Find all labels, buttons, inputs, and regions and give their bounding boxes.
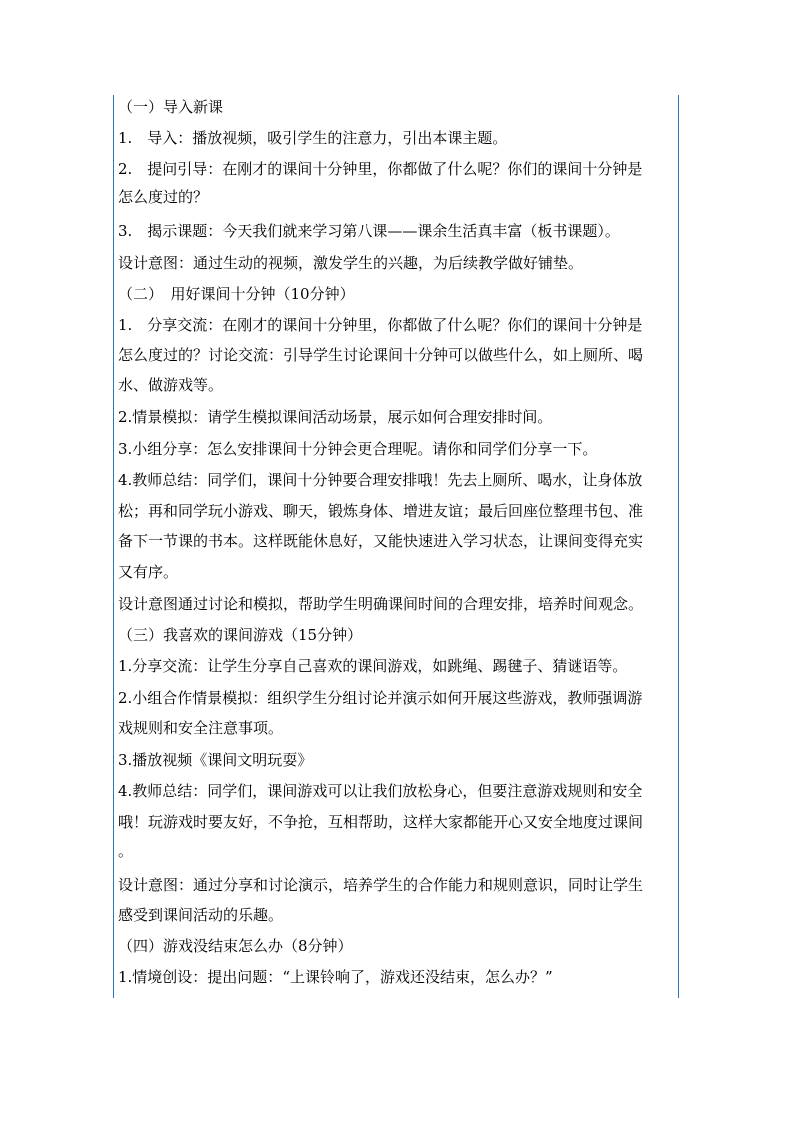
- paragraph-line: 1. 分享交流：在刚才的课间十分钟里，你都做了什么呢？你们的课间十分钟是: [118, 316, 643, 334]
- paragraph-line: 备下一节课的书本。这样既能休息好，又能快速进入学习状态，让课间变得充实: [118, 532, 644, 550]
- paragraph-line: 3.播放视频《课间文明玩耍》: [118, 751, 313, 769]
- paragraph-line: 。: [118, 842, 134, 860]
- design-intent-line: 设计意图通过讨论和模拟，帮助学生明确课间时间的合理安排，培养时间观念。: [118, 595, 644, 613]
- section-heading-4: （四）游戏没结束怎么办（8分钟）: [118, 937, 353, 955]
- paragraph-line: 1.分享交流：让学生分享自己喜欢的课间游戏，如跳绳、踢毽子、猜谜语等。: [118, 657, 628, 675]
- paragraph-line: 4.教师总结：同学们，课间十分钟要合理安排哦！先去上厕所、喝水，让身体放: [118, 471, 643, 489]
- paragraph-line: 水、做游戏等。: [118, 376, 224, 394]
- paragraph-line: 4.教师总结：同学们，课间游戏可以让我们放松身心，但要注意游戏规则和安全: [118, 782, 643, 800]
- section-heading-3: （三）我喜欢的课间游戏（15分钟）: [118, 626, 363, 644]
- paragraph-line: 3.小组分享：怎么安排课间十分钟会更合理呢。请你和同学们分享一下。: [118, 440, 598, 458]
- paragraph-line: 又有序。: [118, 563, 179, 581]
- paragraph-line: 松；再和同学玩小游戏、聊天，锻炼身体、增进友谊；最后回座位整理书包、准: [118, 502, 644, 520]
- paragraph-line: 1. 导入：播放视频，吸引学生的注意力，引出本课主题。: [118, 129, 508, 147]
- paragraph-line: 2. 提问引导：在刚才的课间十分钟里，你都做了什么呢？你们的课间十分钟是: [118, 160, 643, 178]
- paragraph-line: 3. 揭示课题：今天我们就来学习第八课——课余生活真丰富（板书课题）。: [118, 222, 620, 240]
- paragraph-line: 1.情境创设：提出问题：“上课铃响了，游戏还没结束，怎么办？”: [118, 968, 553, 986]
- design-intent-line: 感受到课间活动的乐趣。: [118, 906, 284, 924]
- design-intent-line: 设计意图：通过生动的视频，激发学生的兴趣，为后续教学做好铺垫。: [118, 254, 584, 272]
- section-heading-2: （二） 用好课间十分钟（10分钟）: [118, 285, 355, 303]
- paragraph-line: 戏规则和安全注意事项。: [118, 719, 284, 737]
- design-intent-line: 设计意图：通过分享和讨论演示，培养学生的合作能力和规则意识，同时让学生: [118, 876, 644, 894]
- paragraph-line: 怎么度过的？讨论交流：引导学生讨论课间十分钟可以做些什么，如上厕所、喝: [118, 346, 644, 364]
- paragraph-line: 2.情景模拟：请学生模拟课间活动场景，展示如何合理安排时间。: [118, 408, 553, 426]
- paragraph-line: 怎么度过的？: [118, 188, 209, 206]
- section-heading-1: （一）导入新课: [118, 98, 224, 116]
- paragraph-line: 2.小组合作情景模拟：组织学生分组讨论并演示如何开展这些游戏，教师强调游: [118, 689, 643, 707]
- paragraph-line: 哦！玩游戏时要友好，不争抢，互相帮助，这样大家都能开心又安全地度过课间: [118, 813, 644, 831]
